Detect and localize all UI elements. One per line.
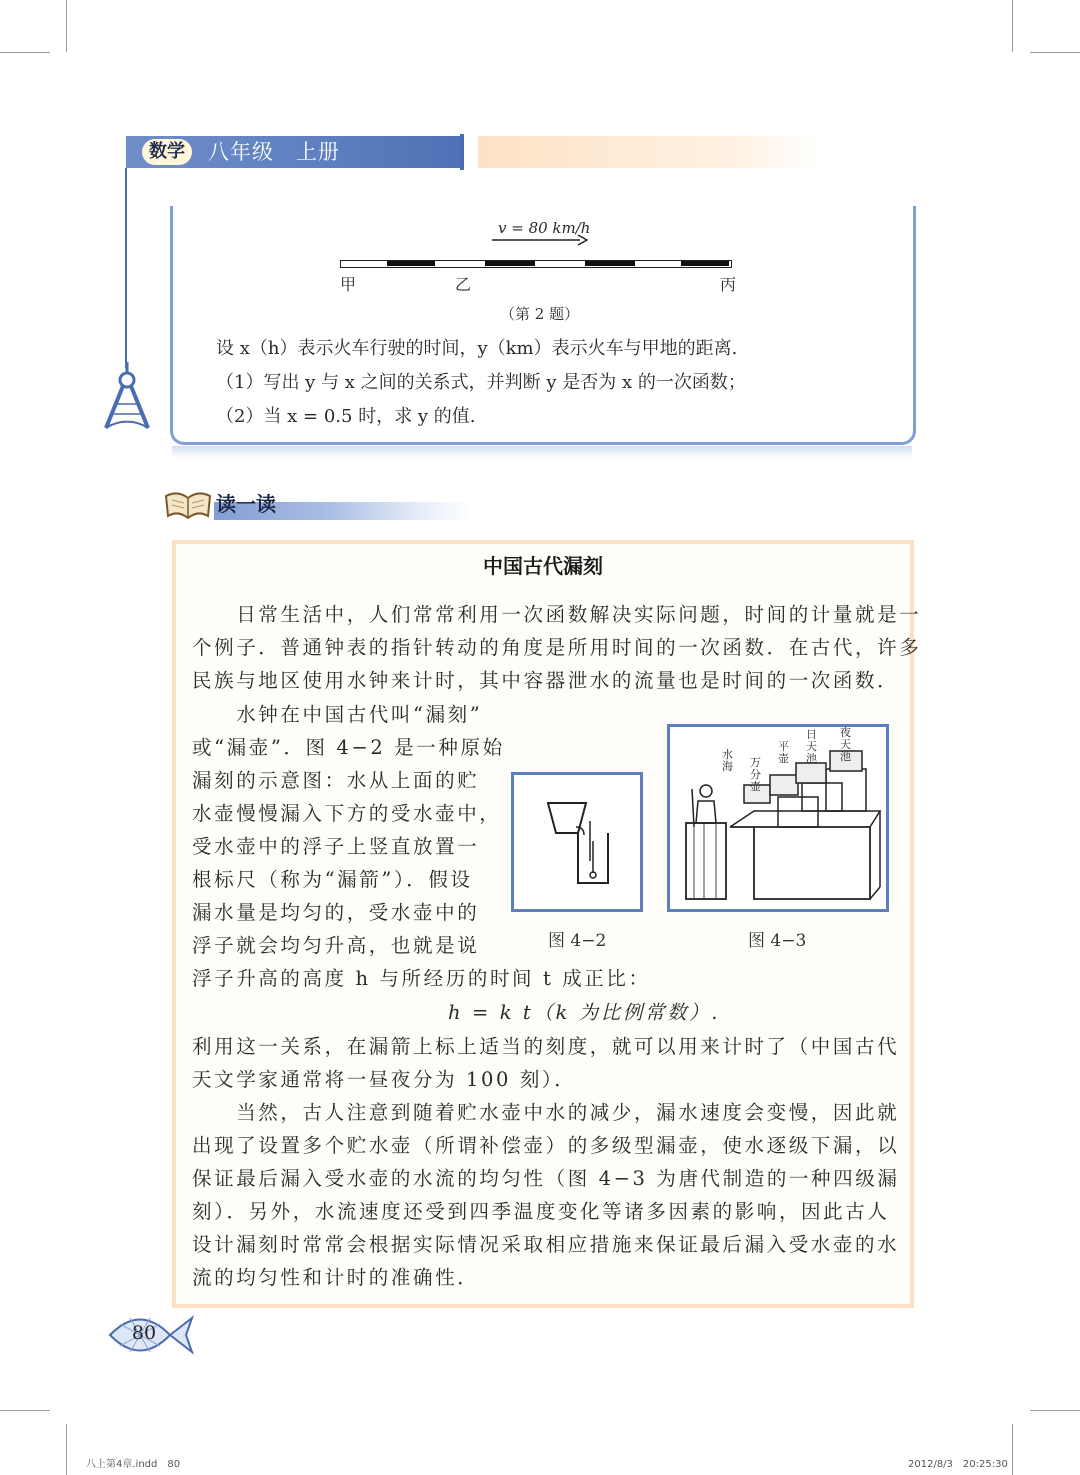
paragraph-line: 出现了设置多个贮水壶（所谓补偿壶）的多级型漏壶，使水逐级下漏，以 — [192, 1134, 900, 1157]
paragraph-line: 利用这一关系，在漏箭上标上适当的刻度，就可以用来计时了（中国古代 — [192, 1035, 900, 1058]
paragraph-line: 刻）．另外，水流速度还受到四季温度变化等诸多因素的影响，因此古人 — [192, 1200, 890, 1223]
track-segment — [681, 261, 729, 266]
figure-caption: 图 4−3 — [748, 931, 807, 951]
paragraph-line: 受水壶中的浮子上竖直放置一 — [192, 835, 480, 858]
figure-caption: 图 4−2 — [548, 931, 607, 951]
track-segment — [387, 261, 435, 266]
figure-4-3 — [667, 724, 889, 912]
exercise-line: （2）当 x = 0.5 时，求 y 的值. — [216, 406, 476, 427]
illustration-label: 夜天池 — [840, 726, 851, 763]
margin-line — [125, 168, 127, 368]
water-clock-diagram — [514, 775, 640, 909]
crop-mark — [1012, 1424, 1013, 1475]
section-label: 读一读 — [216, 492, 276, 516]
track-segment — [485, 261, 535, 266]
crop-mark — [1012, 0, 1013, 52]
paragraph-line: 保证最后漏入受水壶的水流的均匀性（图 4−3 为唐代制造的一种四级漏 — [192, 1167, 900, 1190]
formula: h = k t（k 为比例常数）. — [448, 1001, 721, 1024]
paragraph-line: 当然，古人注意到随着贮水壶中水的减少，漏水速度会变慢，因此就 — [192, 1101, 900, 1124]
paragraph-line: 浮子就会均匀升高，也就是说 — [192, 934, 480, 957]
crop-mark — [1030, 1410, 1080, 1411]
crop-mark — [1030, 52, 1080, 53]
paragraph-line: 民族与地区使用水钟来计时，其中容器泄水的流量也是时间的一次函数． — [192, 669, 900, 692]
crop-mark — [0, 52, 50, 53]
crop-mark — [0, 1410, 50, 1411]
paragraph-line: 日常生活中，人们常常利用一次函数解决实际问题，时间的计量就是一 — [192, 603, 922, 626]
paragraph-line: 天文学家通常将一昼夜分为 100 刻）． — [192, 1068, 577, 1091]
crop-mark — [66, 0, 67, 52]
exercise-line: （1）写出 y 与 x 之间的关系式，并判断 y 是否为 x 的一次函数； — [216, 372, 746, 393]
railway-track — [340, 260, 732, 268]
paragraph-line: 浮子升高的高度 h 与所经历的时间 t 成正比： — [192, 967, 651, 990]
illustration-label: 日天池 — [806, 728, 817, 765]
figure-caption: （第 2 题） — [500, 305, 580, 323]
subject-badge: 数学 — [142, 139, 192, 165]
paragraph-line: 设计漏刻时常常会根据实际情况采取相应措施来保证最后漏入受水壶的水 — [192, 1233, 900, 1256]
illustration-label: 万分壶 — [750, 756, 761, 793]
paragraph-line: 漏水量是均匀的，受水壶中的 — [192, 901, 480, 924]
station-label: 丙 — [720, 275, 737, 294]
station-label: 乙 — [455, 275, 472, 294]
illustration-label: 水海 — [722, 748, 733, 773]
paragraph-line: 个例子．普通钟表的指针转动的角度是所用时间的一次函数．在古代，许多 — [192, 636, 922, 659]
open-book-icon — [162, 486, 214, 522]
header-gradient — [478, 136, 818, 168]
figure-4-2 — [511, 772, 643, 912]
grade-label: 八年级 上册 — [208, 140, 340, 164]
exercise-box-shadow — [172, 446, 912, 458]
header-bar-edge — [460, 134, 464, 170]
page-number: 80 — [131, 1322, 157, 1344]
paragraph-line: 漏刻的示意图：水从上面的贮 — [192, 769, 480, 792]
paragraph-line: 水壶慢慢漏入下方的受水壶中， — [192, 802, 502, 825]
track-segment — [585, 261, 635, 266]
compass-icon — [100, 358, 154, 432]
paragraph-line: 或“漏壶”．图 4−2 是一种原始 — [192, 736, 505, 759]
illustration-label: 平壶 — [778, 740, 789, 765]
speed-label: v = 80 km/h — [498, 219, 591, 237]
paragraph-line: 流的均匀性和计时的准确性． — [192, 1266, 480, 1289]
print-slug-file: 八上第4章.indd 80 — [86, 1459, 181, 1470]
station-label: 甲 — [340, 275, 357, 294]
crop-mark — [66, 1424, 67, 1475]
paragraph-line: 根标尺（称为“漏箭”）．假设 — [192, 868, 473, 891]
exercise-line: 设 x（h）表示火车行驶的时间，y（km）表示火车与甲地的距离. — [216, 338, 738, 359]
article-title: 中国古代漏刻 — [483, 554, 603, 578]
paragraph-line: 水钟在中国古代叫“漏刻” — [192, 703, 483, 726]
print-slug-date: 2012/8/3 20:25:30 — [908, 1459, 1008, 1470]
arrow-right-icon — [492, 234, 588, 246]
